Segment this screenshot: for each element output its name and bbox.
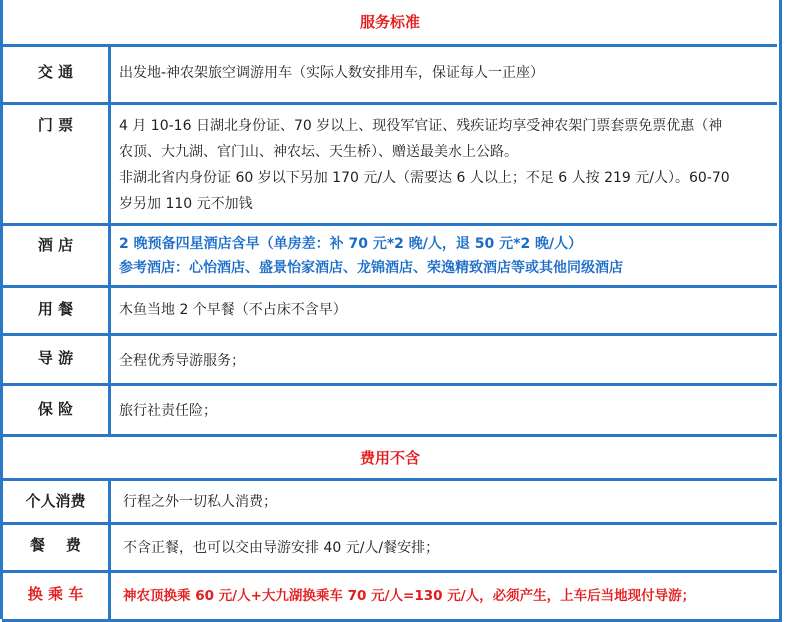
label-insurance [3, 386, 111, 434]
content-insurance: 旅行社责任险； [119, 403, 217, 419]
label-personal-text: 个人消费 [25, 492, 86, 510]
hotel-line-2: 参考酒店：心怡酒店、盛景怡家酒店、龙锦酒店、荣逸精致酒店等或其他同级酒店 [119, 260, 623, 276]
label-food-fee [3, 525, 111, 570]
section-title-excluded: 费用不含 [359, 449, 420, 467]
section-header-excluded [0, 434, 777, 478]
tickets-line-1: 4 月 10-16 日湖北身份证、70 岁以上、现役军官证、残疾证均享受神农架门票套票免票优惠（神 [119, 118, 723, 134]
label-guide-text: 导 游 [37, 349, 74, 367]
table-row-meals [0, 285, 777, 333]
table-row-tickets [0, 102, 777, 223]
label-transport [3, 47, 111, 102]
tickets-line-4: 岁另加 110 元不加钱 [119, 196, 253, 212]
label-insurance-text: 保 险 [37, 400, 74, 418]
tickets-line-3: 非湖北省内身份证 60 岁以下另加 170 元/人（需要达 6 人以上；不足 6 人按 219 元/人）。60-70 [119, 170, 730, 186]
label-transport-text: 交 通 [37, 63, 74, 81]
label-food-fee-text: 餐 费 [30, 536, 81, 554]
table-row-insurance [0, 383, 777, 434]
table-row-guide [0, 333, 777, 383]
content-meals: 木鱼当地 2 个早餐（不占床不含早） [119, 302, 347, 318]
section-header-included [0, 0, 777, 44]
label-tickets-text: 门 票 [37, 116, 74, 134]
content-guide: 全程优秀导游服务； [119, 353, 245, 369]
content-hotel [119, 232, 769, 280]
table-row-shuttle [0, 570, 777, 619]
table-row-hotel [0, 223, 777, 285]
content-shuttle: 神农顶换乘 60 元/人+大九湖换乘车 70 元/人=130 元/人，必须产生，上车后当地现付导游； [123, 588, 696, 604]
section-title-included: 服务标准 [359, 13, 420, 31]
content-tickets [119, 113, 769, 217]
label-guide [3, 336, 111, 383]
label-shuttle [3, 573, 111, 619]
hotel-line-1: 2 晚预备四星酒店含早（单房差：补 70 元*2 晚/人，退 50 元*2 晚/人） [119, 236, 583, 252]
label-personal [3, 481, 111, 522]
tickets-line-2: 农顶、大九湖、官门山、神农坛、天生桥）、赠送最美水上公路。 [119, 144, 518, 160]
label-meals-text: 用 餐 [37, 300, 74, 318]
label-hotel-text: 酒 店 [37, 236, 74, 254]
content-personal: 行程之外一切私人消费； [123, 494, 277, 510]
content-food-fee: 不含正餐，也可以交由导游安排 40 元/人/餐安排； [123, 540, 440, 556]
label-tickets [3, 105, 111, 223]
table-row-personal [0, 478, 777, 522]
table-row-food-fee [0, 522, 777, 570]
label-hotel [3, 226, 111, 285]
label-shuttle-text: 换 乘 车 [27, 585, 84, 603]
table-row-transport [0, 44, 777, 102]
content-transport: 出发地-神农架旅空调游用车（实际人数安排用车，保证每人一正座） [119, 65, 545, 81]
label-meals [3, 288, 111, 333]
